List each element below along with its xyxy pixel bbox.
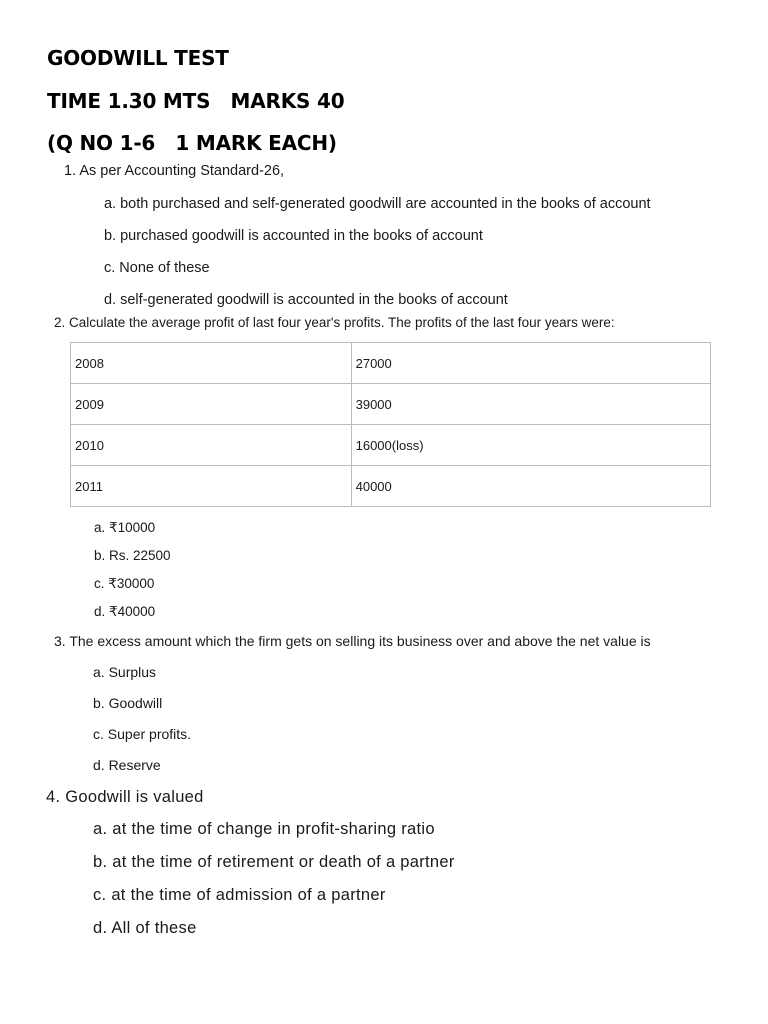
profit-cell: 39000 [351, 384, 710, 425]
question-3-option-c: c. Super profits. [93, 726, 192, 742]
question-3-option-d: d. Reserve [93, 757, 161, 773]
marks-instructions: (Q NO 1-6 1 MARK EACH) [47, 131, 337, 155]
table-row [71, 384, 711, 425]
question-2: 2. Calculate the average profit of last four year's profits. The profits of the last four years were: [54, 315, 615, 330]
table-row [71, 425, 711, 466]
question-3-option-a: a. Surplus [93, 664, 157, 680]
question-4-option-d: d. All of these [93, 919, 197, 937]
question-1-option-d: d. self-generated goodwill is accounted in the books of account [104, 292, 508, 308]
table-row [71, 343, 711, 384]
question-4: 4. Goodwill is valued [46, 788, 204, 806]
table-row [71, 466, 711, 507]
year-cell: 2010 [71, 425, 352, 466]
question-4-option-c: c. at the time of admission of a partner [93, 886, 386, 904]
test-title: GOODWILL TEST [47, 46, 229, 70]
question-1-option-b: b. purchased goodwill is accounted in the books of account [104, 228, 483, 244]
profit-cell: 16000(loss) [351, 425, 710, 466]
question-2-option-c: c. ₹30000 [94, 576, 155, 591]
question-2-option-b: b. Rs. 22500 [94, 548, 171, 563]
year-cell: 2008 [71, 343, 352, 384]
question-3: 3. The excess amount which the firm gets on selling its business over and above the net value is [54, 633, 651, 649]
year-cell: 2011 [71, 466, 352, 507]
question-3-option-b: b. Goodwill [93, 695, 163, 711]
question-2-option-a: a. ₹10000 [94, 520, 156, 535]
question-1: 1. As per Accounting Standard-26, [64, 163, 285, 179]
question-1-option-c: c. None of these [104, 260, 210, 276]
question-1-option-a: a. both purchased and self-generated goodwill are accounted in the books of account [104, 196, 651, 212]
profits-table [70, 342, 711, 507]
year-cell: 2009 [71, 384, 352, 425]
time-marks: TIME 1.30 MTS MARKS 40 [47, 89, 345, 113]
profit-cell: 27000 [351, 343, 710, 384]
question-4-option-a: a. at the time of change in profit-sharing ratio [93, 820, 435, 838]
question-2-option-d: d. ₹40000 [94, 604, 156, 619]
profit-cell: 40000 [351, 466, 710, 507]
question-4-option-b: b. at the time of retirement or death of a partner [93, 853, 455, 871]
